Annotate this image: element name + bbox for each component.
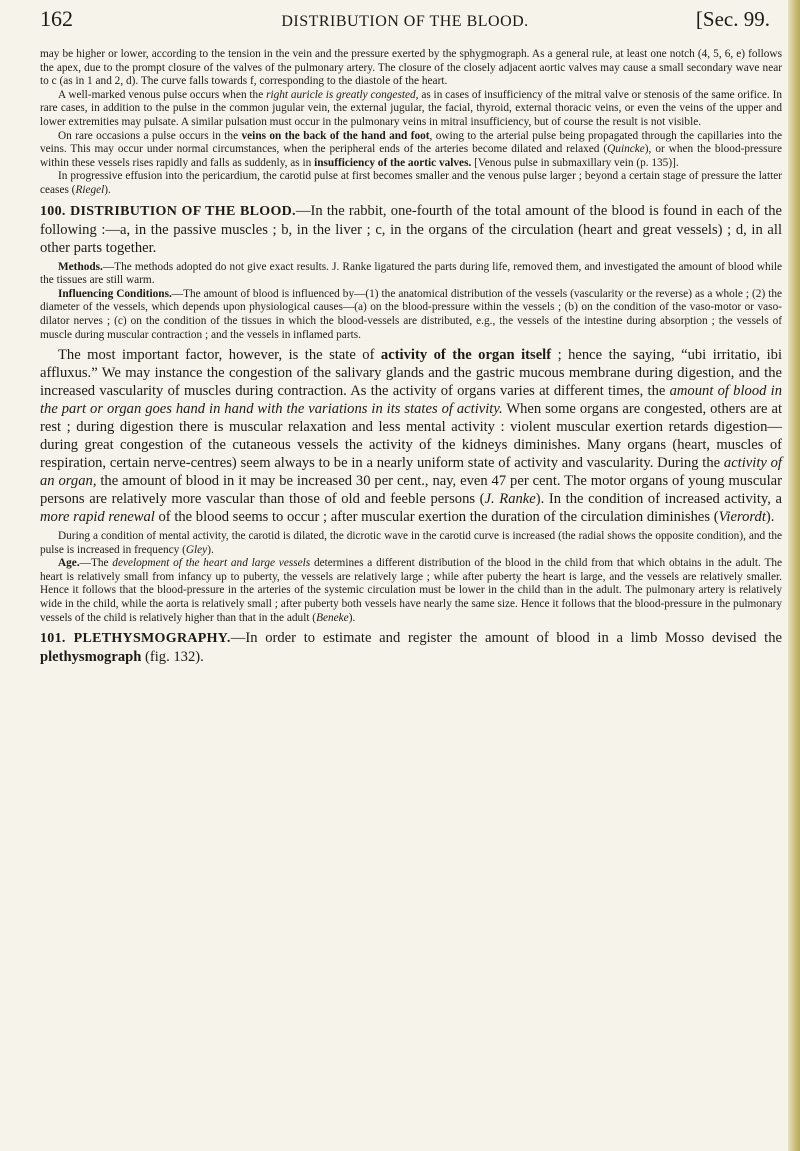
page-body xyxy=(40,48,782,666)
paragraph-hand-foot-pulse: On rare occasions a pulse occurs in the veins on the back of the hand and foot, owing to the arterial pulse being propagated through the capillaries into the veins. This may occur under normal circumstances, when the peripheral ends of the arteries become dilated and relaxed (Quincke), or when the blood-pressure within these vessels rises rapidly and falls as suddenly, as in insufficiency of the aortic valves. [Venous pulse in submaxillary vein (p. 135)]. xyxy=(40,129,782,169)
section-101-heading: 101. PLETHYSMOGRAPHY. xyxy=(40,631,231,647)
page-edge-shadow xyxy=(788,0,800,1151)
paragraph-organ-activity: The most important factor, however, is the state of activity of the organ itself ; hence the saying, “ubi irritatio, ibi affluxus.” We may instance the congestion of the salivary glands and the gastric mucous membrane during digestion, and the increased vascularity of muscles during contraction. As the activity of organs varies at different times, the amount of blood in the part or organ goes hand in hand with the variations in its states of activity. When some organs are congested, others are at rest ; during digestion there is muscular relaxation and less mental activity : violent muscular exertion retards digestion—during great congestion of the cutaneous vessels the activity of the kidneys diminishes. Many organs (heart, muscles of respiration, certain nerve-centres) seem always to be in a nearly uniform state of activity and vascularity. During the activity of an organ, the amount of blood in it may be increased 30 per cent., nay, even 47 per cent. The motor organs of young muscular persons are relatively more vascular than those of old and feeble persons (J. Ranke). In the condition of increased activity, a more rapid renewal of the blood seems to occur ; after muscular exertion the duration of the circulation diminishes (Vierordt). xyxy=(40,347,783,526)
section-reference: [Sec. 99. xyxy=(695,7,770,31)
paragraph-sphygmograph-notch: may be higher or lower, according to the tension in the vein and the pressure exerted by the sphygmograph. As a general rule, at least one notch (4, 5, 6, e) follows the apex, due to the prompt closure of the valves of the pulmonary artery. The closure of the closely adjacent aortic valves may cause a small secondary wave near to c (as in 1 and 2, d). The curve falls towards f, corresponding to the diastole of the heart. xyxy=(40,48,782,88)
paragraph-influencing-conditions: Influencing Conditions.—The amount of blood is influenced by—(1) the anatomical distribution of the vessels (vascularity or the reverse) as a whole ; (2) the diameter of the vessels, which depends upon physiological causes—(a) on the blood-pressure within the vessels ; (b) on the condition of the vaso-motor or vaso-dilator nerves ; (c) on the condition of the tissues in which the blood-vessels are distributed, e.g., the vessels of the intestine during absorption ; the vessels of muscle during muscular contraction ; and the vessels in inflamed parts. xyxy=(40,287,782,341)
paragraph-venous-pulse: A well-marked venous pulse occurs when the right auricle is greatly congested, as in cases of insufficiency of the mitral valve or stenosis of the same orifice. In rare cases, in addition to the pulse in the common jugular vein, the external jugular, the facial, thyroid, external thoracic veins, or even the veins of the upper and lower extremities may pulsate. A similar pulsation must occur in the pulmonary veins in mitral insufficiency, but of course the result is not visible. xyxy=(40,88,782,128)
paragraph-mental-activity: During a condition of mental activity, the carotid is dilated, the dicrotic wave in the carotid curve is increased (the radial shows the opposite condition), and the pulse is increased in frequency (Gley). xyxy=(40,530,782,556)
section-101: 101. PLETHYSMOGRAPHY.—In order to estimate and register the amount of blood in a limb Mosso devised the plethysmograph (fig. 132). xyxy=(40,630,782,666)
running-title: DISTRIBUTION OF THE BLOOD. xyxy=(281,13,529,30)
paragraph-methods: Methods.—The methods adopted do not give exact results. J. Ranke ligatured the parts during life, removed them, and investigated the amount of blood while the tissues are still warm. xyxy=(40,260,782,287)
paragraph-age: Age.—The development of the heart and large vessels determines a different distribution of the blood in the child from that which obtains in the adult. The heart is relatively small from infancy up to puberty, the vessels are relatively large ; while after puberty the heart is large, and the vessels are relatively smaller. Hence it follows that the blood-pressure in the arteries of the systemic circulation must be lower in the child than in the adult. The pulmonary artery is relatively wide in the child, while the aorta is relatively small ; after puberty both vessels have nearly the same size. Hence it follows that the blood-pressure in the pulmonary vessels of the child is relatively higher than that in the adult (Beneke). xyxy=(40,557,783,624)
running-header xyxy=(40,6,770,40)
page-number: 162 xyxy=(40,6,73,31)
section-100-heading: 100. DISTRIBUTION OF THE BLOOD. xyxy=(40,203,296,219)
paragraph-pericardium: In progressive effusion into the pericardium, the carotid pulse at first becomes smaller and the venous pulse larger ; beyond a certain stage of pressure the latter ceases (Riegel). xyxy=(40,170,782,196)
section-100: 100. DISTRIBUTION OF THE BLOOD.—In the rabbit, one-fourth of the total amount of the blood is found in each of the following :—a, in the passive muscles ; b, in the liver ; c, in the organs of the circulation (heart and great vessels) ; d, in all other parts together. xyxy=(40,202,782,256)
